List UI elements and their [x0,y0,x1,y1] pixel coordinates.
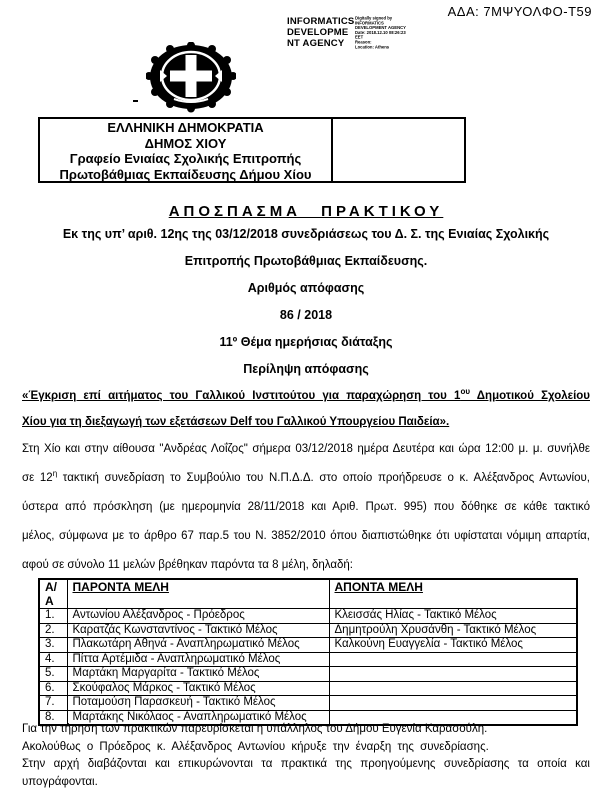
table-row [39,623,577,638]
closing-line-3: Στην αρχή διαβάζονται και επικυρώνονται τα πρακτικά της προηγούμενης συνεδρίασης τα οποία και [22,758,590,770]
summary-label: Περίληψη απόφασης [243,362,369,376]
absent-member [329,667,577,682]
row-index: 7. [39,696,67,711]
closing-line-4: υπογράφονται. [22,775,98,788]
present-member: Μαρτάκη Μαργαρίτα - Τακτικό Μέλος [67,667,329,682]
members-table [38,578,578,726]
absent-member: Κλεισσάς Ηλίας - Τακτικό Μέλος [329,609,577,624]
decision-number-label: Αριθμός απόφασης [247,281,365,295]
absent-member [329,681,577,696]
decision-subject [22,383,590,435]
stamp-signature-details [355,16,445,66]
letterhead-line-municipality: ΔΗΜΟΣ ΧΙΟΥ [144,135,227,151]
absent-member: Δημητρούλη Χρυσάνθη - Τακτικό Μέλος [329,623,577,638]
table-row [39,638,577,653]
body-text: τακτική συνεδρίαση το Συμβούλιο του Ν.Π.Δ.Δ. στο οποίο προήδρευσε ο κ. Αλέξανδρος Αντωνίου, [57,472,590,484]
agenda-item: 11º Θέμα ημερήσιας διάταξης [219,335,393,349]
decision-number: 86 / 2018 [279,308,333,322]
row-index: 1. [39,609,67,624]
table-row [39,681,577,696]
letterhead-line-office: Γραφείο Ενιαίας Σχολικής Επιτροπής [69,151,302,166]
body-line-4: μέλος, σύμφωνα με το άρθρο 67 παρ.5 του Ν. 3852/2010 όπου διαπιστώθηκε ότι υφίσταται νόμιμη απαρτία, [22,530,590,542]
closing-paragraphs [22,721,590,791]
present-member: Ποταμούση Παρασκευή - Τακτικό Μέλος [67,696,329,711]
closing-line-1: Για την τήρηση των πρακτικών παρευρίσκεται η υπάλληλος του Δήμου Ευγενία Καρασούλη. [22,723,488,735]
table-row [39,652,577,667]
members-table-section [38,578,578,726]
present-member: Πλακωτάρη Αθηνά - Αναπληρωματικό Μέλος [67,638,329,653]
stamp-sig-line: EET [355,35,364,40]
present-member: Αντωνίου Αλέξανδρος - Πρόεδρος [67,609,329,624]
document-title: ΑΠΟΣΠΑΣΜΑ ΠΡΑΚΤΙΚΟΥ [168,203,444,220]
subject-text: Δημοτικού Σχολείου [470,390,590,402]
row-index: 5. [39,667,67,682]
table-row [39,696,577,711]
row-index: 6. [39,681,67,696]
present-member: Πίττα Αρτέμιδα - Αναπληρωματικό Μέλος [67,652,329,667]
stamp-sig-line: Digitally signed by [355,16,393,21]
subject-text: «Έγκριση επί αιτήματος του Γαλλικού Ινστιτούτου για παραχώρηση του 1 [22,390,461,402]
header-absent-members: ΑΠΟΝΤΑ ΜΕΛΗ [329,579,577,609]
body-line-1: Στη Χίο και στην αίθουσα "Ανδρέας Λοΐζος" σήμερα 03/12/2018 ημέρα Δευτέρα και ώρα 12:00 μ. μ. συνήλθε [22,443,590,455]
body-line-2 [22,464,590,493]
absent-member: Καλκούνη Ευαγγελία - Τακτικό Μέλος [329,638,577,653]
letterhead-line-republic: ΕΛΛΗΝΙΚΗ ΔΗΜΟΚΡΑΤΙΑ [107,120,264,135]
header-present-members: ΠΑΡΟΝΤΑ ΜΕΛΗ [67,579,329,609]
session-paragraph [22,435,590,580]
stamp-sig-line: Reason: [355,40,372,45]
closing-line-2: Ακολούθως ο Πρόεδρος κ. Αλέξανδρος Αντωνίου κήρυξε την έναρξη της συνεδρίασης. [22,740,489,753]
digital-signature-stamp [287,16,445,66]
scan-artifact-mark [133,100,138,102]
letterhead-empty-cell [333,119,464,181]
present-member: Σκούφαλος Μάρκος - Τακτικό Μέλος [67,681,329,696]
subject-line-1 [22,383,590,409]
stamp-agency-name: INFORMATICS DEVELOPMENT AGENCY [287,16,355,49]
letterhead-text [40,119,333,181]
table-row [39,609,577,624]
body-text: σε 12 [22,472,53,484]
intro-line-1: Εκ της υπ’ αριθ. 12ης της 03/12/2018 συνεδριάσεως του Δ. Σ. της Ενιαίας Σχολικής [62,227,550,241]
stamp-sig-line: INFORMATICS [355,20,384,26]
body-line-3: ύστερα από πρόσκληση (με ημερομηνία 28/11/2018 και Αριθ. Πρωτ. 995) που δόθηκε σε κάθε τακτικό [22,501,590,513]
ordinal-superscript: η [52,469,58,479]
intro-line-2: Επιτροπής Πρωτοβάθμιας Εκπαίδευσης. [184,254,428,268]
row-index: 2. [39,623,67,638]
table-row [39,667,577,682]
body-line-5: αφού σε σύνολο 11 μελών βρέθηκαν παρόντα τα 8 μέλη, δηλαδή: [22,559,353,571]
absent-member [329,652,577,667]
table-header-row [39,579,577,609]
stamp-sig-line: DEVELOPMENT AGENCY [355,25,406,31]
letterhead-box [38,117,466,183]
row-index: 8. [39,710,67,725]
header-index: Α/Α [39,579,67,609]
present-member: Καρατζάς Κωνσταντίνος - Τακτικό Μέλος [67,623,329,638]
row-index: 4. [39,652,67,667]
greek-emblem-icon [146,42,236,114]
subject-line-2: Χίου για τη διεξαγωγή των εξετάσεων Delf του Γαλλικού Υπουργείου Παιδεία». [22,416,450,428]
stamp-sig-line: Location: Athens [355,44,390,50]
absent-member [329,696,577,711]
ordinal-superscript: ου [460,387,470,397]
row-index: 3. [39,638,67,653]
document-body [22,203,590,580]
stamp-sig-line: Date: 2018.12.10 08:26:23 [355,30,406,36]
ada-code: ΑΔΑ: 7ΜΨΥΟΛΦΟ-Τ59 [447,4,592,19]
present-member: Μαρτάκης Νικόλαος - Αναπληρωματικό Μέλος [67,710,329,725]
letterhead-line-education: Πρωτοβάθμιας Εκπαίδευσης Δήμου Χίου [59,166,312,182]
